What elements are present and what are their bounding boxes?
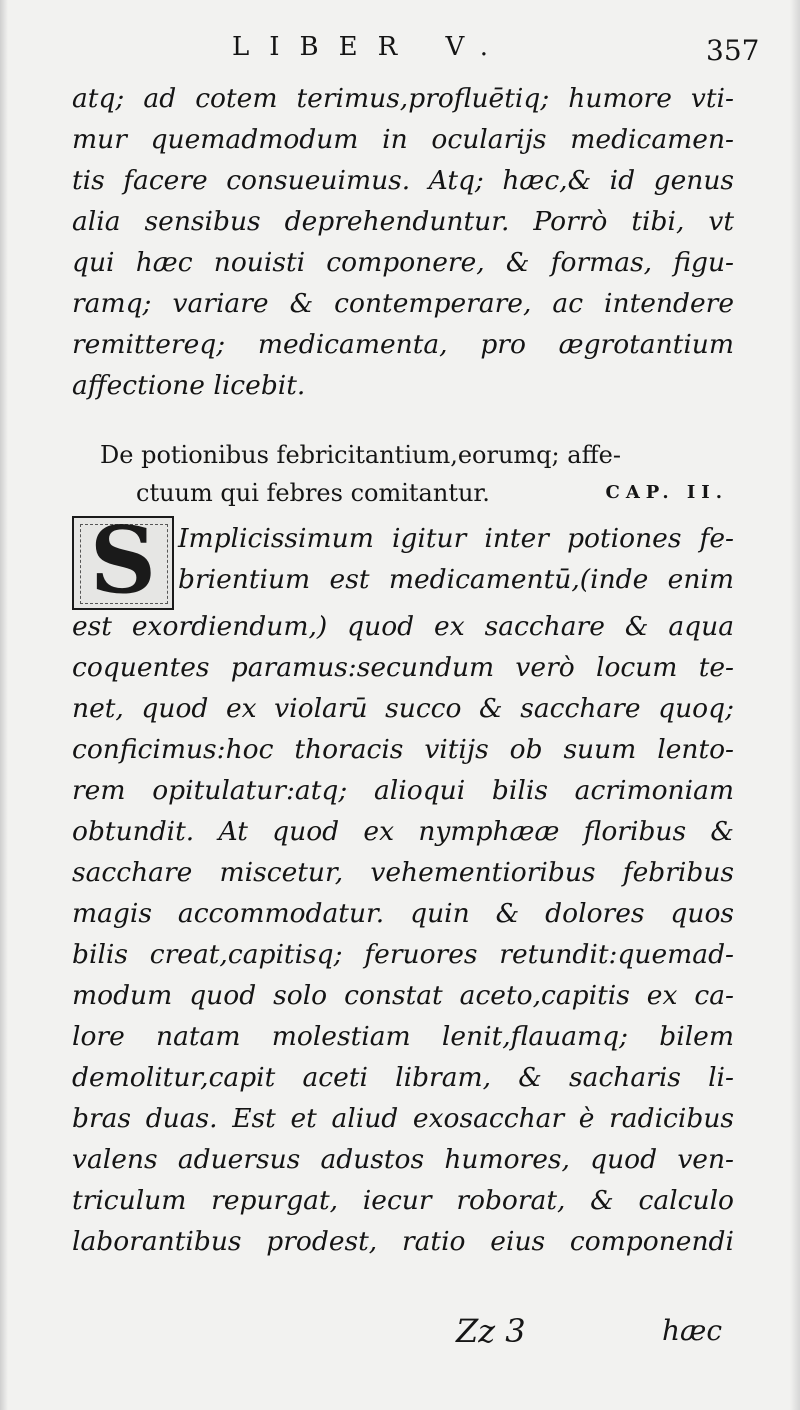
text-line: brientium est medicamentū,(inde enim xyxy=(178,564,734,595)
text-line: mur quemadmodum in ocularijs medicamen- xyxy=(72,124,734,155)
chapter-label: CAP. II. xyxy=(605,482,728,503)
text-line: atq; ad cotem terimus,profluētiq; humore vti- xyxy=(72,83,734,114)
running-head: LIBER V. xyxy=(232,32,508,62)
page-edge-left xyxy=(0,0,8,1410)
text-line: demolitur,capit aceti libram, & sacharis li- xyxy=(72,1062,734,1093)
paragraph-2-indented xyxy=(178,518,734,600)
catchword: hæc xyxy=(662,1314,723,1347)
paragraph-1 xyxy=(72,78,734,406)
text-line: net, quod ex violarū succo & sacchare quoq; xyxy=(72,693,734,724)
text-line: qui hæc nouisti componere, & formas, figu- xyxy=(72,247,734,278)
text-line: conficimus:hoc thoracis vitijs ob suum lento- xyxy=(72,734,734,765)
ornamental-initial xyxy=(72,516,174,610)
text-line: affectione licebit. xyxy=(72,370,306,401)
text-line: sacchare miscetur, vehementioribus febribus xyxy=(72,857,734,888)
paragraph-2 xyxy=(72,606,734,1262)
text-line: Implicissimum igitur inter potiones fe- xyxy=(178,523,734,554)
page-header xyxy=(0,28,800,78)
text-line: coquentes paramus:secundum verò locum te- xyxy=(72,652,734,683)
page-edge-right xyxy=(790,0,800,1410)
text-line: rem opitulatur:atq; alioqui bilis acrimoniam xyxy=(72,775,734,806)
text-line: valens aduersus adustos humores, quod ven- xyxy=(72,1144,734,1175)
chapter-heading-line-2 xyxy=(100,474,728,512)
text-line: alia sensibus deprehenduntur. Porrò tibi, vt xyxy=(72,206,734,237)
text-line: bras duas. Est et aliud exosacchar è radicibus xyxy=(72,1103,734,1134)
text-line: modum quod solo constat aceto,capitis ex ca- xyxy=(72,980,734,1011)
text-line: lore natam molestiam lenit,flauamq; bilem xyxy=(72,1021,734,1052)
signature-mark: Zz 3 xyxy=(456,1312,526,1350)
text-line: ramq; variare & contemperare, ac intendere xyxy=(72,288,734,319)
text-line: triculum repurgat, iecur roborat, & calculo xyxy=(72,1185,734,1216)
text-line: remittereq; medicamenta, pro ægrotantium xyxy=(72,329,734,360)
text-line: obtundit. At quod ex nymphææ floribus & xyxy=(72,816,734,847)
initial-letter: S xyxy=(89,516,157,610)
text-line: laborantibus prodest, ratio eius componendi xyxy=(72,1226,734,1257)
page-number: 357 xyxy=(706,34,760,67)
text-line: tis facere consueuimus. Atq; hæc,& id genus xyxy=(72,165,734,196)
chapter-heading-line-2-text: ctuum qui febres comitantur. xyxy=(136,479,490,507)
chapter-heading-line-1: De potionibus febricitantium,eorumq; affe- xyxy=(100,441,621,469)
text-line: bilis creat,capitisq; feruores retundit:quemad- xyxy=(72,939,734,970)
text-line: magis accommodatur. quin & dolores quos xyxy=(72,898,734,929)
text-line: est exordiendum,) quod ex sacchare & aqua xyxy=(72,611,734,642)
chapter-heading xyxy=(100,436,736,512)
